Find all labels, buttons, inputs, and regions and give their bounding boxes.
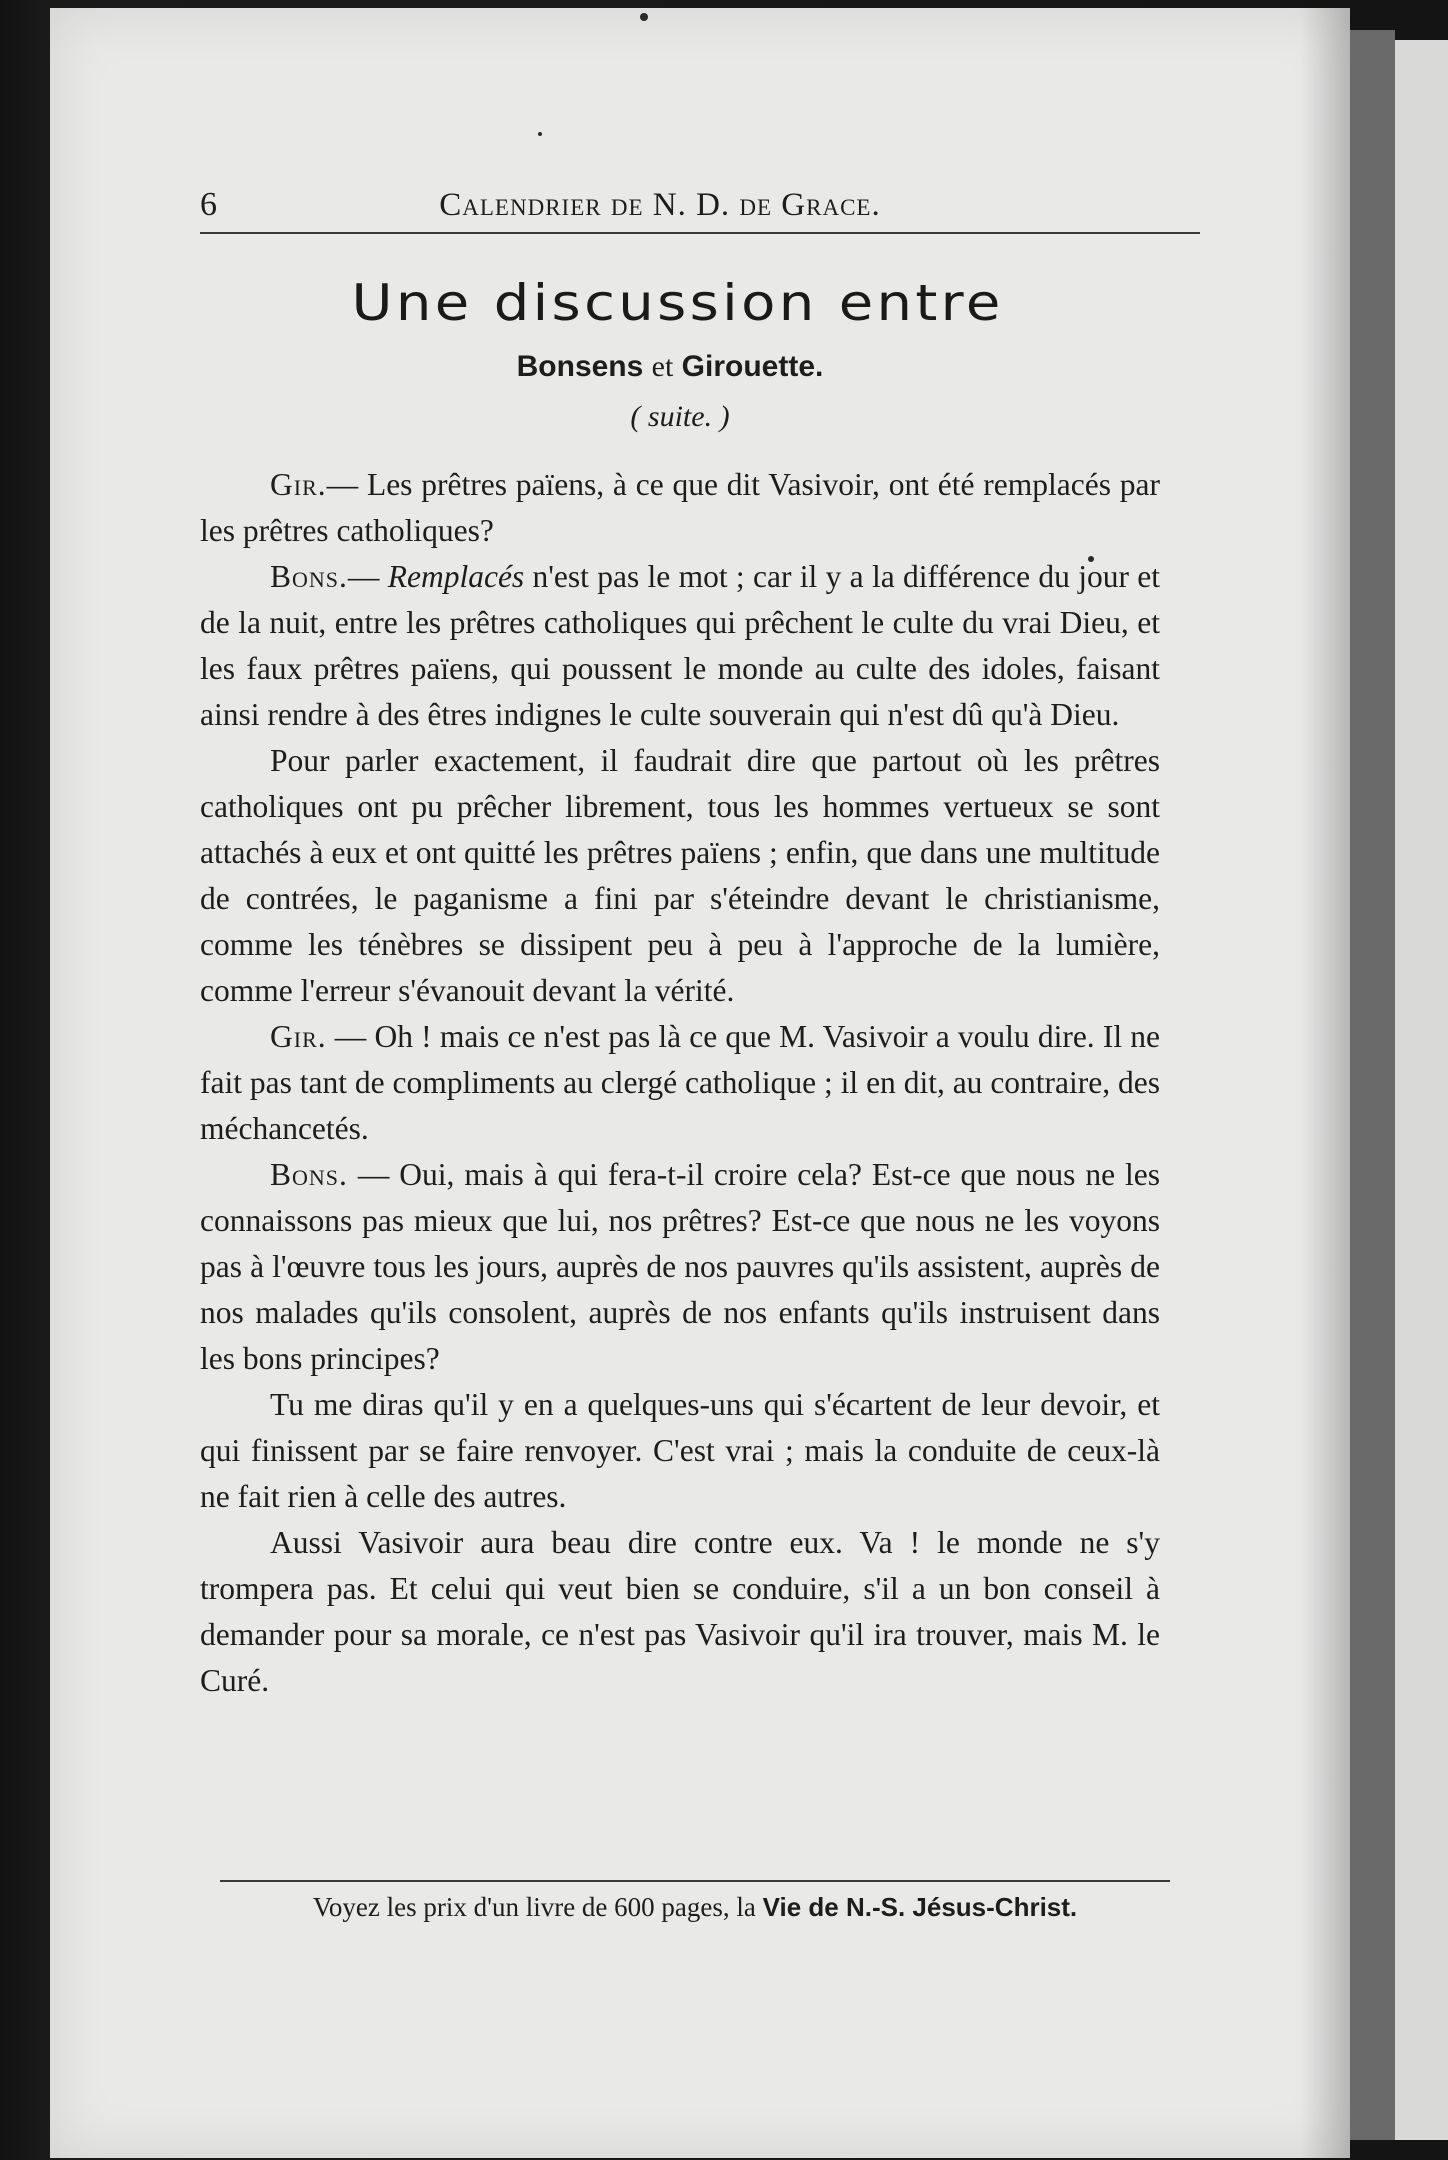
- speaker-label: Gir.: [270, 467, 327, 502]
- running-title: Calendrier de N. D. de Grace.: [439, 187, 881, 223]
- dialogue-dash: —: [347, 559, 388, 594]
- dialogue-dash: —: [326, 467, 367, 502]
- footer-rule: [220, 1880, 1170, 1882]
- paragraph-text: Oui, mais à qui fera-t-il croire cela? Est-ce que nous ne les connaissons pas mieux que lui, nos prêtres? Est-ce que nous ne les voyons pas à l'œuvre tous les jours, auprès de nos pauvres qu'ils assistent, auprès de nos malades qu'ils consolent, auprès de nos enfants qu'ils instruisent dans les bons principes?: [200, 1157, 1160, 1376]
- speaker-label: Bons.: [270, 559, 348, 594]
- speaker-label: Bons.: [270, 1157, 348, 1192]
- paragraph: [200, 462, 1160, 554]
- paragraph: [200, 738, 1160, 1014]
- subtitle-name-1: Bonsens: [516, 350, 644, 383]
- speaker-label: Gir.: [270, 1019, 327, 1054]
- paragraph: [200, 554, 1160, 738]
- dialogue-dash: —: [326, 1019, 375, 1054]
- article-body: [200, 462, 1160, 1704]
- paragraph: [200, 1152, 1160, 1382]
- paragraph-text: Aussi Vasivoir aura beau dire contre eux. Va ! le monde ne s'y trompera pas. Et celui qui veut bien se conduire, s'il a un bon conseil à demander pour sa morale, ce n'est pas Vasivoir qu'il ira trouver, mais M. le Curé.: [200, 1525, 1160, 1698]
- footer-advertisement: [220, 1892, 1170, 1923]
- page-content: [200, 186, 1200, 1704]
- footer-lead-text: Voyez les prix d'un livre de 600 pages, la: [312, 1892, 763, 1922]
- running-header: [200, 186, 1200, 234]
- article-title: Une discussion entre: [351, 274, 1004, 332]
- adjacent-page-edge: [1395, 40, 1448, 2140]
- paragraph: [200, 1520, 1160, 1704]
- article-continuation-note: ( suite. ): [630, 400, 730, 433]
- article-subtitle: [200, 350, 1200, 384]
- paragraph-text: Pour parler exactement, il faudrait dire que partout où les prêtres catholiques ont pu prêcher librement, tous les hommes vertueux se sont attachés à eux et ont quitté les prêtres païens ; enfin, que dans une multitude de contrées, le paganisme a fini par s'éteindre devant le christianisme, comme les ténèbres se dissipent peu à peu à l'approche de la lumière, comme l'erreur s'évanouit devant la vérité.: [200, 743, 1160, 1008]
- subtitle-conjunction: et: [651, 350, 674, 383]
- paragraph-text: Les prêtres païens, à ce que dit Vasivoir, ont été remplacés par les prêtres catholiques?: [200, 467, 1161, 548]
- paragraph: [200, 1014, 1160, 1152]
- print-speck: [640, 13, 648, 21]
- page-number: 6: [200, 186, 218, 223]
- page-gutter-shadow: [1300, 8, 1350, 2158]
- emphasis-text: Remplacés: [387, 559, 525, 594]
- paragraph-text: n'est pas le mot ; car il y a la différence du jour et de la nuit, entre les prêtres catholiques qui prêchent le culte du vrai Dieu, et les faux prêtres païens, qui poussent le monde au culte des idoles, faisant ainsi rendre à des êtres indignes le culte souverain qui n'est dû qu'à Dieu.: [200, 559, 1161, 732]
- print-speck: [538, 132, 542, 136]
- paragraph: [200, 1382, 1160, 1520]
- footer-book-title: Vie de N.-S. Jésus-Christ.: [762, 1892, 1078, 1922]
- dialogue-dash: —: [347, 1157, 400, 1192]
- paragraph-text: Tu me diras qu'il y en a quelques-uns qui s'écartent de leur devoir, et qui finissent par se faire renvoyer. C'est vrai ; mais la conduite de ceux-là ne fait rien à celle des autres.: [200, 1387, 1160, 1514]
- book-binding-strip: [1345, 30, 1395, 2140]
- paragraph-text: Oh ! mais ce n'est pas là ce que M. Vasivoir a voulu dire. Il ne fait pas tant de compliments au clergé catholique ; il en dit, au contraire, des méchancetés.: [200, 1019, 1161, 1146]
- subtitle-name-2: Girouette.: [681, 350, 824, 383]
